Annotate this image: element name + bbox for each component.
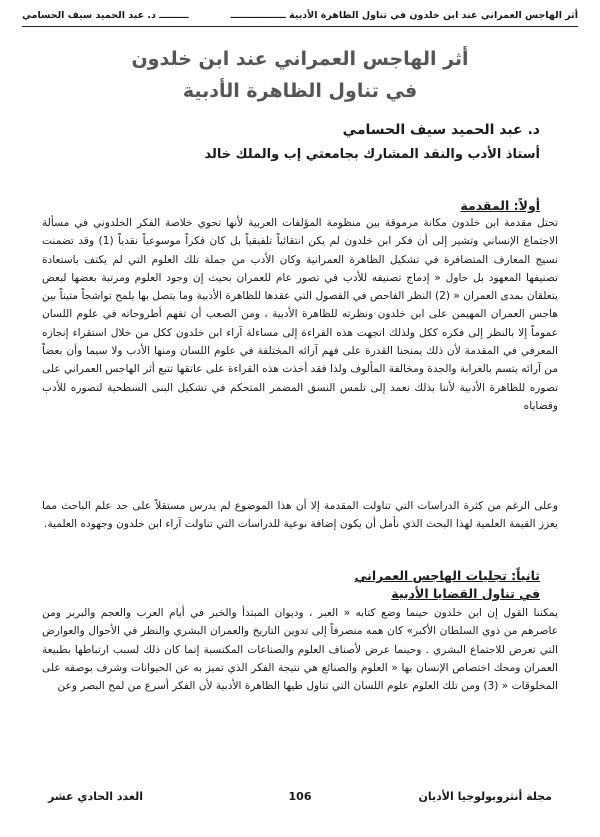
issue-number: العدد الحادي عشر	[48, 790, 144, 803]
article-title-line2: في تناول الظاهرة الأدبية	[182, 80, 418, 102]
section-heading-manifestations: ثانياً: تجليات الهاجس العمراني	[354, 568, 540, 583]
article-title-line1: أثر الهاجس العمراني عند ابن خلدون	[131, 48, 469, 70]
author-name: د. عبد الحميد سيف الحسامي	[342, 122, 540, 138]
header-rule	[22, 26, 578, 27]
page-footer	[48, 790, 552, 808]
section-subheading-literary-issues: في تناول القضايا الأدبية	[391, 586, 540, 601]
running-header-article-title: أثر الهاجس العمراني عند ابن خلدون في تناول الظاهرة الأدبية ـــــــــــــــــ	[230, 10, 578, 21]
running-header-author: ـــــــــ د. عبد الحميد سيف الحسامي	[22, 10, 189, 21]
page-number: 106	[288, 790, 312, 803]
author-affiliation: أستاذ الأدب والنقد المشارك بجامعتي إب والملك خالد	[204, 147, 540, 162]
journal-name: مجلة أنثروبولوجيا الأديان	[418, 790, 552, 803]
second-paragraph: وعلى الرغم من كثرة الدراسات التي تناولت المقدمة إلا أن هذا الموضوع لم يدرس مستقلاً على حد علم الباحث مما يعزز القيمة العلمية لهذا البحث الذي نأمل أن يكون إضافة نوعية للدراسات التي تناولت آراء ابن خلدون وجهوده العلمية.	[42, 500, 558, 531]
intro-paragraph: تحتل مقدمة ابن خلدون مكانة مرموقة بين منظومة المؤلفات العربية لأنها تحوي خلاصة الفكر الخلدوني في مسألة الاجتماع الإنساني وتشير إلى أن فكر ابن خلدون لم يكن انتقائياً تلفيقياً بل كان فكراً موسوعياً نقدياً (1) وقد تضمنت نسيج المعارف المتضافرة في تشكيل الظاهرة العمرانية وكان الأدب من جملة تلك العلوم التي لم يكتف باستعادة تصنيفها المعهود بل حاول « إدماج تصنيفه للأدب في تصور عام للعمران بحيث إن وجود العلوم ومرتبة بعضها لبعض يتعلقان بمدى العمران « (2) النظر الفاحص في الفصول التي عقدها للظاهرة الأدبية وما يتصل بها يلمح تواشجاً متيناً بين هاجس العمران المهيمن على ابن خلدون ونظرته للظاهرة الأدبية ، ومن الصعب أن تفهم أطروحاته في علوم اللسان عموماً إلا بالنظر إلى فكره ككل ولذلك اتجهت هذه القراءة إلى مساءلة آراء ابن خلدون ككل من خلال استقراء إنجازه المعرفي في المقدمة لأن ذلك يمنحنا القدرة على فهم آرائه المختلفة في علوم اللسان ومنها الأدب ولا سيما وأن بعضاً من آرائه يتسم بالغرابة والجدة ومخالفة المألوف ولذا فقد أخذت هذه القراءة على عاتقها تتبع أثر الهاجس العمراني على تصوره للظاهرة الأدبية لأننا بذلك نعمد إلى تلمس النسق المضمر المتحكم في تشكيل البنى السطحية لتصوره للأدب وقضاياه	[42, 217, 559, 412]
section-heading-introduction: أولاً: المقدمة	[460, 198, 540, 213]
running-header	[22, 10, 578, 26]
third-paragraph: يمكننا القول إن ابن خلدون حينما وضع كتابه « العبر ، وديوان المبتدأ والخبر في أيام العرب والعجم والبربر ومن عاصرهم من ذوي السلطان الأكبر» كان همه منصرفاً إلى تدوين التاريخ والعمران البشري والنظر في الأحوال والعوارض التي تعرض للاجتماع البشري . وحينما عرض لأصناف العلوم والصناعات المكتسبة إنما كان ذلك لسبب ارتباطها بطبيعة العمران ومحك اختصاص الإنسان بها « العلوم والصنائع هي نتيجة الفكر الذي تميز به عن الحيوانات وشرف بوصفه على المخلوقات « (3) ومن تلك العلوم علوم اللسان التي تناول طيها الظاهرة الأدبية لأن الفكر أسرع من لمح البصر وعن	[42, 607, 558, 693]
